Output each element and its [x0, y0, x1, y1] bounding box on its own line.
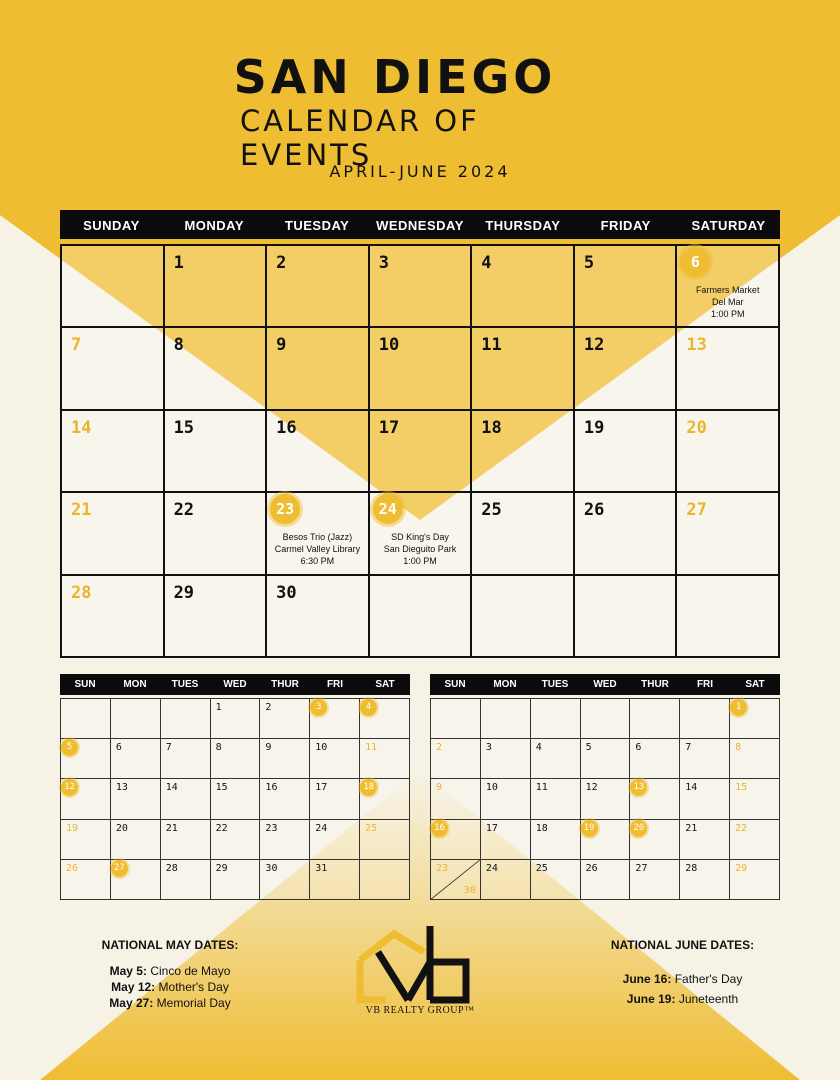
mini-day-number: 21	[165, 822, 178, 834]
day-number: 7	[71, 335, 82, 356]
mini-day-header: SAT	[745, 679, 765, 690]
mini-day-cell	[431, 820, 481, 860]
mini-day-cell	[161, 820, 211, 860]
mini-day-cell	[111, 699, 161, 739]
highlight-day-badge: 12	[61, 779, 78, 796]
mini-day-header: MON	[123, 679, 147, 690]
mini-day-cell	[730, 699, 780, 739]
calendar-day-cell	[472, 246, 575, 328]
mini-day-cell	[260, 860, 310, 900]
event-details	[677, 284, 778, 320]
highlight-day-badge: 3	[310, 699, 327, 716]
calendar-day-cell	[62, 411, 165, 493]
national-may-title: NATIONAL MAY DATES:	[101, 938, 239, 952]
mini-day-number: 15	[215, 782, 228, 794]
mini-day-cell	[360, 860, 410, 900]
mini-day-number: 14	[685, 782, 698, 794]
day-number: 9	[276, 335, 287, 356]
day-header: MONDAY	[184, 218, 245, 233]
calendar-day-cell	[267, 493, 370, 575]
calendar-day-cell	[575, 576, 678, 658]
mini-day-cell	[310, 820, 360, 860]
event-line: SD King's Day	[391, 532, 449, 543]
mini-day-cell	[211, 860, 261, 900]
mini-day-cell	[581, 699, 631, 739]
mini-day-cell	[360, 739, 410, 779]
mini-day-number: 6	[115, 742, 122, 754]
mini-day-header: FRI	[326, 679, 344, 690]
day-number: 15	[173, 417, 195, 438]
mini-day-number: 11	[535, 782, 548, 794]
day-number: 30	[276, 582, 297, 603]
day-number: 3	[378, 253, 389, 273]
mini-day-cell	[360, 779, 410, 819]
day-number: 25	[481, 500, 502, 521]
mini-day-number: 23	[436, 862, 449, 874]
mini-day-number: 26	[66, 862, 79, 874]
day-number: 4	[481, 253, 492, 273]
mini-day-cell	[111, 820, 161, 860]
mini-day-number: 23	[265, 822, 278, 834]
mini-day-number: 28	[685, 862, 698, 874]
mini-day-cell	[481, 860, 531, 900]
mini-day-number: 4	[535, 742, 542, 754]
day-number: 16	[276, 417, 297, 438]
mini-day-cell	[481, 820, 531, 860]
calendar-day-cell	[370, 246, 473, 328]
may-calendar-header	[60, 674, 410, 695]
logo-text: VB REALTY GROUP™	[365, 1005, 475, 1016]
highlight-day-badge: 20	[630, 820, 647, 837]
day-number: 28	[71, 582, 92, 603]
day-number: 2	[276, 253, 287, 273]
calendar-day-cell	[62, 576, 165, 658]
mini-day-number: 8	[215, 742, 222, 754]
event-line: 1:00 PM	[710, 309, 745, 319]
mini-day-cell	[310, 739, 360, 779]
national-may-item-name: Cinco de Mayo	[150, 964, 231, 978]
calendar-day-cell	[677, 328, 780, 410]
mini-day-header: FRI	[696, 679, 714, 690]
mini-day-cell	[680, 860, 730, 900]
mini-day-cell	[581, 820, 631, 860]
page-title: SAN DIEGO	[233, 50, 557, 104]
mini-day-header: MON	[493, 679, 517, 690]
mini-day-cell	[730, 779, 780, 819]
mini-day-cell	[111, 860, 161, 900]
mini-day-number: 27	[635, 862, 648, 874]
mini-day-number: 19	[66, 822, 79, 834]
mini-day-cell	[310, 779, 360, 819]
mini-day-cell	[161, 699, 211, 739]
mini-day-cell	[61, 699, 111, 739]
mini-day-header: WED	[223, 679, 247, 690]
event-line: 1:00 PM	[403, 556, 437, 567]
calendar-day-cell	[62, 493, 165, 575]
mini-day-number: 29	[215, 862, 228, 874]
mini-day-cell	[531, 739, 581, 779]
date-range: APRIL-JUNE 2024	[329, 162, 511, 181]
mini-day-number: 9	[436, 782, 443, 794]
calendar-day-cell	[370, 493, 473, 575]
national-june-item	[590, 971, 775, 987]
mini-day-number: 24	[485, 862, 498, 874]
national-may-item-date: May 12:	[111, 980, 156, 994]
mini-day-number: 7	[685, 742, 692, 754]
day-number: 12	[583, 335, 605, 356]
mini-day-cell	[260, 779, 310, 819]
mini-day-number: 7	[165, 742, 172, 754]
event-day-badge: 6	[680, 247, 710, 277]
mini-day-number: 6	[635, 742, 642, 754]
mini-day-header: THUR	[271, 679, 299, 690]
mini-day-cell	[531, 860, 581, 900]
day-number: 21	[71, 500, 92, 521]
national-june-item-name: Juneteenth	[678, 992, 739, 1006]
calendar-day-cell	[165, 328, 268, 410]
calendar-day-cell	[267, 411, 370, 493]
day-number: 19	[583, 417, 605, 438]
mini-day-cell	[630, 820, 680, 860]
day-number: 26	[583, 500, 605, 521]
highlight-day-badge: 16	[431, 820, 448, 837]
mini-day-number: 13	[115, 782, 128, 794]
mini-day-cell	[431, 779, 481, 819]
national-may-dates	[80, 937, 260, 1011]
highlight-day-badge: 27	[111, 860, 128, 877]
mini-day-number: 10	[315, 742, 328, 754]
calendar-day-cell	[165, 411, 268, 493]
mini-day-number: 2	[436, 742, 443, 754]
day-number: 20	[686, 417, 707, 438]
day-number: 11	[481, 335, 502, 356]
mini-day-number: 21	[685, 822, 698, 834]
mini-day-number: 10	[485, 782, 498, 794]
national-may-item-date: May 27:	[109, 996, 154, 1010]
mini-day-number: 25	[535, 862, 548, 874]
event-details	[267, 531, 368, 567]
mini-day-header: TUES	[171, 679, 199, 690]
national-may-item	[80, 963, 260, 979]
day-header: SUNDAY	[83, 218, 140, 233]
highlight-day-badge: 13	[630, 779, 647, 796]
mini-day-cell	[680, 779, 730, 819]
mini-day-cell	[630, 779, 680, 819]
calendar-day-cell	[370, 576, 473, 658]
mini-day-header: SUN	[444, 679, 466, 690]
day-number: 8	[173, 335, 184, 356]
mini-day-cell	[61, 860, 111, 900]
calendar-day-cell	[575, 246, 678, 328]
mini-day-cell	[431, 739, 481, 779]
mini-day-cell	[581, 739, 631, 779]
june-calendar-header	[430, 674, 780, 695]
mini-day-cell	[360, 699, 410, 739]
event-details	[370, 531, 471, 567]
mini-day-cell	[61, 820, 111, 860]
national-may-item	[80, 979, 260, 995]
mini-day-cell	[260, 699, 310, 739]
mini-day-cell	[531, 820, 581, 860]
mini-day-number: 25	[365, 822, 378, 834]
mini-day-number: 18	[535, 822, 548, 834]
mini-day-number: 15	[735, 782, 748, 794]
mini-day-cell	[680, 699, 730, 739]
calendar-day-cell	[677, 246, 780, 328]
highlight-day-badge: 19	[581, 820, 598, 837]
day-number: 5	[583, 253, 595, 273]
main-calendar-header	[60, 210, 780, 239]
day-number: 27	[686, 500, 707, 521]
mini-day-number: 3	[485, 742, 492, 754]
mini-day-cell	[481, 739, 531, 779]
mini-day-cell	[360, 820, 410, 860]
mini-day-cell	[630, 860, 680, 900]
national-may-item	[80, 995, 260, 1011]
mini-day-cell	[581, 779, 631, 819]
june-calendar-grid	[430, 698, 780, 900]
mini-day-cell	[431, 699, 481, 739]
calendar-day-cell	[267, 328, 370, 410]
calendar-day-cell	[472, 328, 575, 410]
mini-day-header: WED	[593, 679, 617, 690]
mini-day-cell	[161, 739, 211, 779]
event-line: Besos Trio (Jazz)	[282, 532, 353, 543]
mini-day-cell	[680, 739, 730, 779]
national-june-item-date: June 19:	[626, 992, 676, 1006]
day-number: 10	[378, 335, 400, 356]
event-line: Carmel Valley Library	[274, 544, 361, 555]
day-number: 14	[71, 417, 92, 438]
page-subtitle: CALENDAR OF EVENTS	[240, 104, 480, 172]
mini-day-header: SUN	[74, 679, 96, 690]
mini-day-number: 24	[315, 822, 328, 834]
highlight-day-badge: 1	[730, 699, 747, 716]
mini-day-cell	[211, 699, 261, 739]
mini-day-number: 22	[215, 822, 228, 834]
mini-day-number: 17	[485, 822, 498, 834]
day-number: 29	[173, 582, 195, 603]
mini-day-cell	[481, 699, 531, 739]
national-may-item-date: May 5:	[109, 964, 147, 978]
mini-day-cell	[531, 779, 581, 819]
national-june-item-name: Father's Day	[674, 972, 743, 986]
mini-day-number: 30	[265, 862, 278, 874]
mini-day-cell	[680, 820, 730, 860]
mini-day-number: 31	[315, 862, 328, 874]
mini-day-number: 9	[265, 742, 272, 754]
day-number: 13	[686, 335, 707, 356]
mini-day-cell	[581, 860, 631, 900]
calendar-day-cell	[575, 493, 678, 575]
mini-day-cell	[161, 860, 211, 900]
day-number: 22	[173, 500, 195, 521]
mini-day-cell	[531, 699, 581, 739]
mini-day-cell	[61, 739, 111, 779]
calendar-day-cell	[472, 411, 575, 493]
mini-day-number: 11	[365, 742, 378, 754]
calendar-day-cell	[677, 493, 780, 575]
main-calendar-grid	[60, 244, 780, 658]
mini-day-header: TUES	[541, 679, 569, 690]
mini-day-header: THUR	[641, 679, 669, 690]
calendar-day-cell	[370, 328, 473, 410]
mini-day-cell	[260, 739, 310, 779]
highlight-day-badge: 18	[360, 779, 377, 796]
day-header: WEDNESDAY	[376, 218, 464, 233]
day-number: 17	[378, 417, 400, 438]
mini-day-number: 30	[463, 885, 476, 896]
mini-day-cell	[630, 699, 680, 739]
calendar-day-cell	[165, 246, 268, 328]
calendar-day-cell	[165, 493, 268, 575]
national-may-item-name: Memorial Day	[156, 996, 231, 1010]
mini-day-number: 29	[735, 862, 748, 874]
mini-day-number: 20	[115, 822, 128, 834]
event-day-badge: 24	[373, 494, 403, 524]
mini-day-cell	[211, 779, 261, 819]
event-line: Del Mar	[711, 297, 744, 307]
day-number: 18	[481, 417, 502, 438]
national-june-dates	[590, 937, 775, 1007]
mini-day-cell	[481, 779, 531, 819]
national-june-item	[590, 991, 775, 1007]
may-calendar-grid	[60, 698, 410, 900]
event-line: 6:30 PM	[300, 556, 335, 567]
calendar-day-cell	[677, 411, 780, 493]
day-header: THURSDAY	[485, 218, 561, 233]
calendar-day-cell	[165, 576, 268, 658]
mini-day-number: 22	[735, 822, 748, 834]
mini-day-cell	[730, 860, 780, 900]
calendar-day-cell	[267, 246, 370, 328]
mini-day-number: 26	[585, 862, 598, 874]
mini-day-cell	[310, 699, 360, 739]
day-header: TUESDAY	[284, 218, 350, 233]
calendar-day-cell	[62, 328, 165, 410]
mini-day-number: 2	[265, 702, 272, 713]
national-may-item-name: Mother's Day	[158, 980, 229, 994]
highlight-day-badge: 5	[61, 739, 78, 756]
mini-day-cell	[310, 860, 360, 900]
mini-day-cell	[730, 820, 780, 860]
mini-day-cell	[630, 739, 680, 779]
mini-day-cell	[211, 739, 261, 779]
mini-day-number: 14	[165, 782, 178, 794]
event-day-badge: 23	[270, 494, 300, 524]
event-line: San Dieguito Park	[383, 544, 457, 555]
mini-day-cell	[260, 820, 310, 860]
mini-day-cell	[730, 739, 780, 779]
calendar-day-cell	[267, 576, 370, 658]
mini-day-number: 17	[315, 782, 328, 794]
national-june-title: NATIONAL JUNE DATES:	[610, 938, 755, 952]
national-june-item-date: June 16:	[622, 972, 672, 986]
mini-day-header: SAT	[375, 679, 395, 690]
event-line: Farmers Market	[695, 285, 760, 295]
mini-day-cell	[431, 860, 481, 900]
mini-day-cell	[61, 779, 111, 819]
mini-day-cell	[111, 739, 161, 779]
mini-day-cell	[161, 779, 211, 819]
day-number: 1	[173, 253, 184, 273]
mini-day-number: 5	[585, 742, 592, 754]
mini-day-number: 1	[215, 702, 222, 713]
calendar-day-cell	[677, 576, 780, 658]
mini-day-number: 8	[735, 742, 742, 754]
mini-day-cell	[211, 820, 261, 860]
calendar-day-cell	[370, 411, 473, 493]
calendar-day-cell	[575, 411, 678, 493]
mini-day-number: 28	[165, 862, 178, 874]
highlight-day-badge: 4	[360, 699, 377, 716]
calendar-day-cell	[472, 493, 575, 575]
calendar-day-cell	[472, 576, 575, 658]
mini-day-number: 12	[585, 782, 598, 794]
calendar-day-cell	[62, 246, 165, 328]
day-header: FRIDAY	[600, 218, 651, 233]
day-header: SATURDAY	[691, 218, 766, 233]
mini-day-cell	[111, 779, 161, 819]
mini-day-number: 16	[265, 782, 278, 794]
calendar-day-cell	[575, 328, 678, 410]
